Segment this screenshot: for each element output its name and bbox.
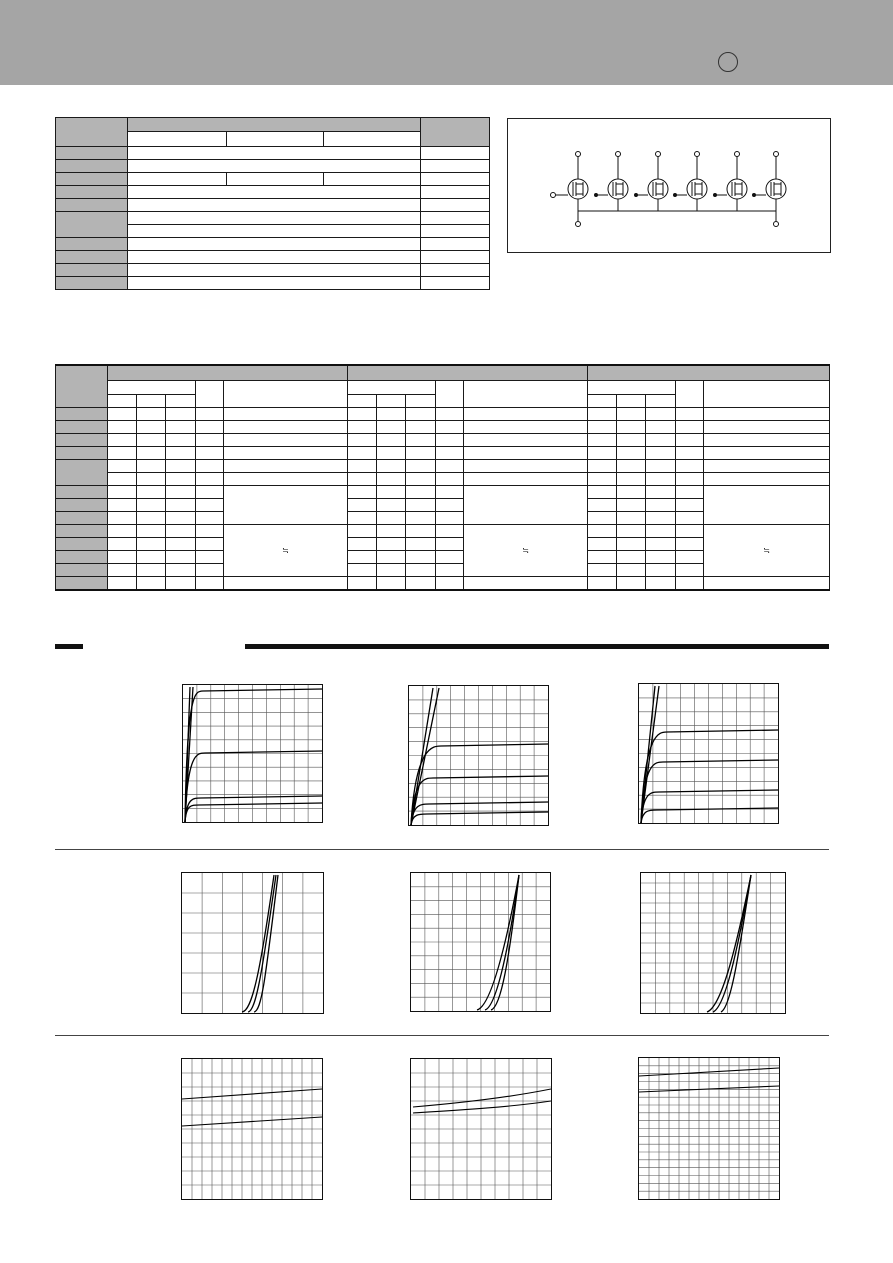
spec-row-8	[56, 251, 128, 264]
mosfet-3	[635, 152, 669, 212]
g8-line-2	[413, 1101, 551, 1113]
header-circle-mark	[718, 52, 738, 72]
spec-row-10	[56, 277, 128, 290]
graph-g9	[638, 1057, 780, 1200]
spec-sub-a	[128, 131, 227, 146]
graph-g6-svg	[641, 873, 785, 1013]
g2-curve-6	[411, 812, 548, 825]
spec-row-2	[56, 160, 128, 173]
graph-g8-svg	[411, 1059, 551, 1199]
approx-symbol-2: ≒	[464, 525, 588, 577]
g6-curve-1	[707, 875, 751, 1012]
char-group-2	[348, 365, 588, 381]
g1-curve-3	[185, 689, 322, 822]
char-group-1	[108, 365, 348, 381]
spec-header-symbol	[56, 118, 128, 147]
mosfet-4	[674, 152, 708, 212]
char-group-3	[588, 365, 830, 381]
g5-curve-2	[485, 875, 519, 1010]
char-header-symbol	[56, 365, 108, 408]
approx-symbol-3: ≒	[704, 525, 830, 577]
g6-curve-2	[713, 875, 751, 1012]
g1-curve-5	[185, 796, 322, 822]
spec-sub-b	[227, 131, 324, 146]
mosfet-1	[568, 152, 588, 212]
graph-g7-svg	[182, 1059, 322, 1199]
spec-header-rating	[128, 118, 421, 132]
graph-row-separator-2	[55, 1035, 829, 1036]
spec-row-6	[56, 212, 128, 238]
graph-g5-svg	[411, 873, 550, 1011]
g1-curve-4	[185, 751, 322, 822]
graph-row-separator-1	[55, 849, 829, 850]
graph-g7	[181, 1058, 323, 1200]
g3-curve-6	[641, 808, 778, 823]
graph-g4	[181, 872, 324, 1014]
graph-g1	[182, 684, 323, 823]
g5-curve-1	[477, 875, 519, 1010]
graph-g6	[640, 872, 786, 1014]
g1-curve-6	[185, 803, 322, 822]
graph-g3	[638, 683, 779, 824]
spec-row-7	[56, 238, 128, 251]
graph-g3-svg	[639, 684, 778, 823]
graph-g5	[410, 872, 551, 1012]
spec-row-3	[56, 173, 128, 186]
page-header	[0, 0, 893, 85]
mosfet-2	[595, 152, 629, 212]
mosfet-5	[714, 152, 748, 212]
spec-row-9	[56, 264, 128, 277]
graph-g4-svg	[182, 873, 323, 1013]
equivalent-circuit	[507, 118, 831, 253]
section-rule-right	[245, 644, 829, 649]
graph-g9-svg	[639, 1058, 779, 1199]
graph-g8	[410, 1058, 552, 1200]
approx-symbol-1: ≒	[224, 525, 348, 577]
spec-table	[55, 117, 490, 290]
spec-row-4	[56, 186, 128, 199]
graph-g2-svg	[409, 686, 548, 825]
g8-line-1	[413, 1089, 551, 1107]
spec-row-5	[56, 199, 128, 212]
graph-g2	[408, 685, 549, 826]
char-table	[55, 364, 830, 591]
circuit-diagram	[508, 119, 830, 252]
section-rule-left	[55, 644, 83, 649]
spec-row-1	[56, 147, 128, 160]
spec-header-unit	[421, 118, 490, 147]
spec-sub-c	[324, 131, 421, 146]
mosfet-6	[753, 152, 787, 212]
graph-g1-svg	[183, 685, 322, 822]
